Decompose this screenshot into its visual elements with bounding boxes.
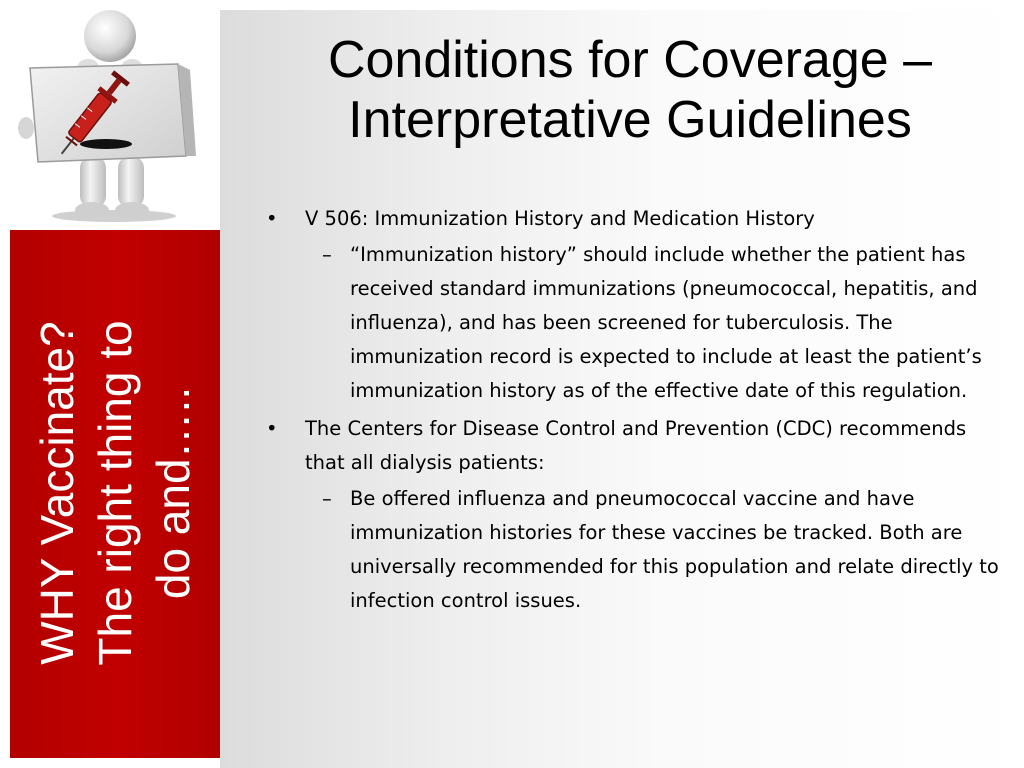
bullet-item: [262, 202, 1002, 236]
bullet-text: V 506: Immunization History and Medication History: [305, 207, 815, 230]
sub-bullet-text: Be offered influenza and pneumococcal vaccine and have immunization histories for these vaccines be tracked. Both are universally recommended for this population and relate directly to infection control issues.: [350, 487, 999, 612]
slide-title-line2: Interpretative Guidelines: [348, 91, 912, 149]
sub-bullet-marker: –: [322, 243, 332, 266]
sidebar-heading-line3: do and…..: [147, 386, 199, 600]
sub-bullet-item: [262, 238, 1002, 408]
sidebar-heading: [28, 233, 202, 753]
bullet-item: [262, 412, 1002, 480]
sub-bullet-item: [262, 482, 1002, 618]
slide-title: [240, 30, 1020, 150]
sub-bullet-marker: –: [322, 487, 332, 510]
bullet-marker: •: [266, 417, 278, 440]
person-holding-syringe-sign-icon: [18, 6, 208, 224]
sub-bullet-text: “Immunization history” should include whether the patient has received standard immunizations (pneumococcal, hepatitis, and influenza), and has been screened for tuberculosis. The immunization record is expected to include at least the patient’s immunization history as of the effective date of this regulation.: [350, 243, 982, 402]
slide-title-line1: Conditions for Coverage –: [327, 31, 933, 89]
slide-body: [262, 202, 1002, 622]
bullet-marker: •: [266, 207, 278, 230]
sidebar-heading-line2: The right thing to: [89, 320, 141, 666]
sidebar-heading-line1: WHY Vaccinate?: [31, 321, 83, 665]
bullet-text: The Centers for Disease Control and Prevention (CDC) recommends that all dialysis patients:: [305, 417, 967, 474]
